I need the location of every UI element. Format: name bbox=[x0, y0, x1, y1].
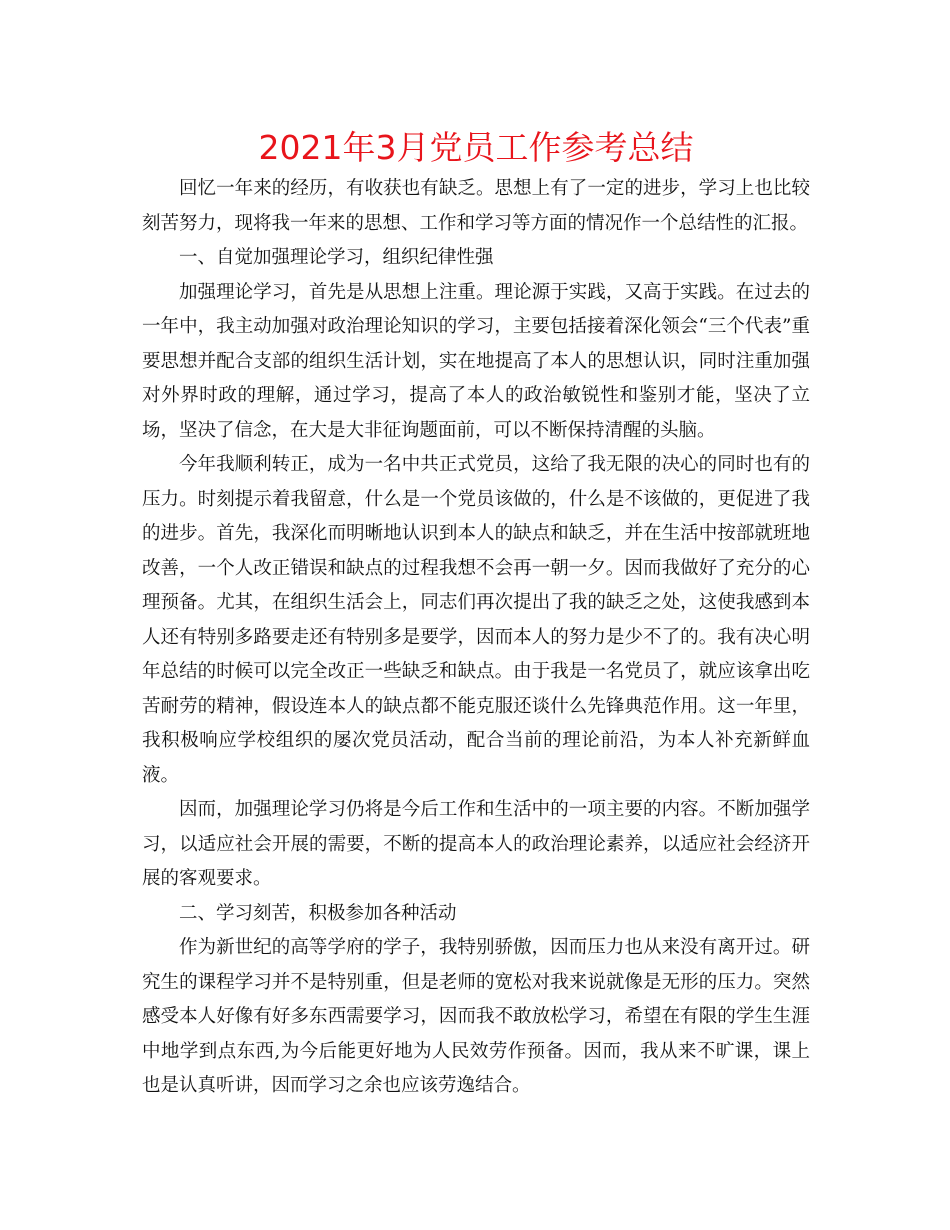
paragraph-intro: 回忆一年来的经历，有收获也有缺乏。思想上有了一定的进步，学习上也比较刻苦努力，现将我一年来的思想、工作和学习等方面的情况作一个总结性的汇报。 bbox=[142, 178, 810, 234]
section-heading-1: 一、自觉加强理论学习，组织纪律性强 bbox=[179, 247, 494, 268]
document-title: 2021年3月党员工作参考总结 bbox=[258, 128, 694, 167]
paragraph-study-activities: 作为新世纪的高等学府的学子，我特别骄傲，因而压力也从来没有离开过。研究生的课程学习并不是特别重，但是老师的宽松对我来说就像是无形的压力。突然感受本人好像有好多东西需要学习，因而我不敢放松学习，希望在有限的学生生涯中地学到点东西,为今后能更好地为人民效劳作预备。因而，我从来不旷课，课上也是认真听讲，因而学习之余也应该劳逸结合。 bbox=[142, 937, 810, 1096]
section-heading-2: 二、学习刻苦，积极参加各种活动 bbox=[179, 902, 457, 924]
paragraph-membership: 今年我顺利转正，成为一名中共正式党员，这给了我无限的决心的同时也有的压力。时刻提示着我留意，什么是一个党员该做的，什么是不该做的，更促进了我的进步。首先，我深化而明晰地认识到本人的缺点和缺乏，并在生活中按部就班地改善，一个人改正错误和缺点的过程我想不会再一朝一夕。因而我做好了充分的心理预备。尤其，在组织生活会上，同志们再次提出了我的缺乏之处，这使我感到本人还有特别多路要走还有特别多是要学，因而本人的努力是少不了的。我有决心明年总结的时候可以完全改正一些缺乏和缺点。由于我是一名党员了，就应该拿出吃苦耐劳的精神，假设连本人的缺点都不能克服还谈什么先锋典范作用。这一年里，我积极响应学校组织的屡次党员活动，配合当前的理论前沿，为本人补充新鲜血液。 bbox=[142, 454, 810, 786]
paragraph-theory-study: 加强理论学习，首先是从思想上注重。理论源于实践，又高于实践。在过去的一年中，我主动加强对政治理论知识的学习，主要包括接着深化领会“三个代表”重要思想并配合支部的组织生活计划，实在地提高了本人的思想认识，同时注重加强对外界时政的理解，通过学习，提高了本人的政治敏锐性和鉴别才能，坚决了立场，坚决了信念，在大是大非征询题面前，可以不断保持清醒的头脑。 bbox=[142, 281, 810, 441]
document-body bbox=[142, 124, 810, 1104]
paragraph-conclusion-1: 因而，加强理论学习仍将是今后工作和生活中的一项主要的内容。不断加强学习，以适应社会开展的需要，不断的提高本人的政治理论素养，以适应社会经济开展的客观要求。 bbox=[142, 799, 810, 889]
